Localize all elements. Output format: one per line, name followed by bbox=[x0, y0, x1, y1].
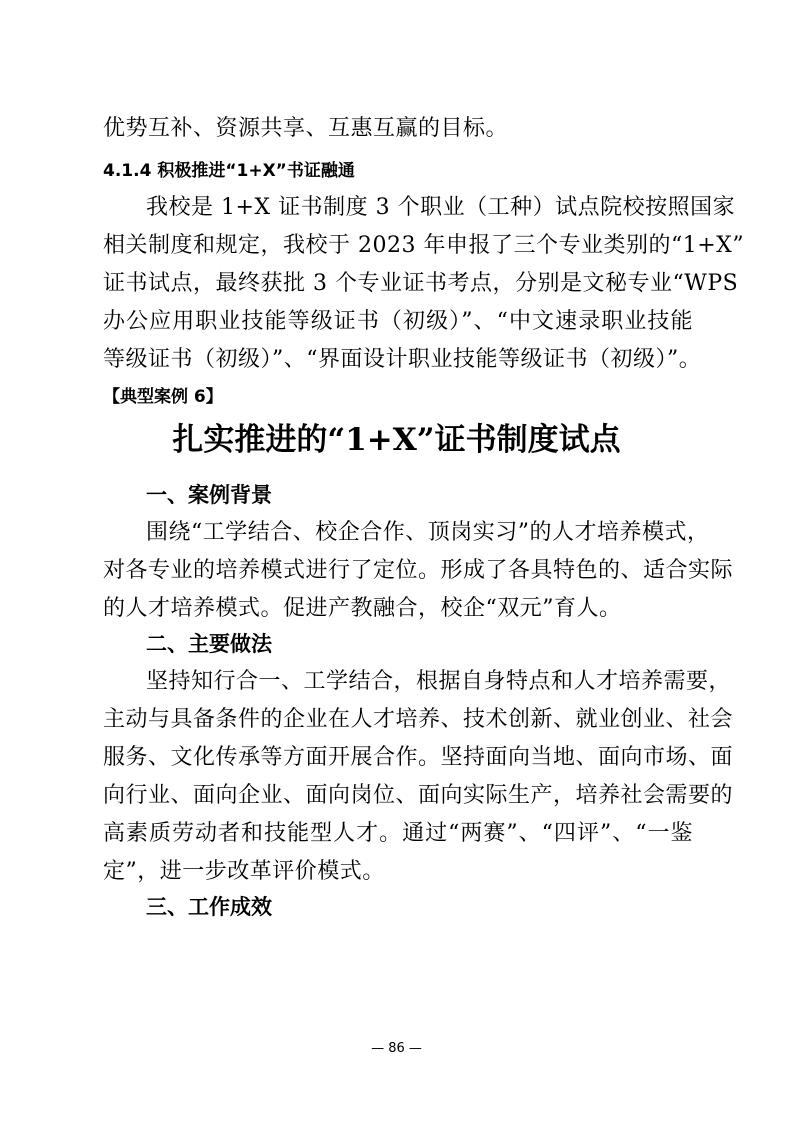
intro-line-2: 相关制度和规定，我校于 2023 年申报了三个专业类别的“1+X” bbox=[103, 233, 745, 258]
background-line-3: 的人才培养模式。促进产教融合，校企“双元”育人。 bbox=[103, 596, 622, 621]
approach-line-2: 主动与具备条件的企业在人才培养、技术创新、就业创业、社会 bbox=[103, 707, 734, 732]
continuation-line: 优势互补、资源共享、互惠互赢的目标。 bbox=[103, 116, 509, 141]
approach-line-5: 高素质劳动者和技能型人才。通过“两赛”、“四评”、“一鉴 bbox=[103, 821, 693, 846]
intro-line-3: 证书试点，最终获批 3 个专业证书考点，分别是文秘专业“WPS bbox=[103, 271, 739, 296]
section-heading-approach: 二、主要做法 bbox=[146, 632, 272, 656]
approach-line-4: 向行业、面向企业、面向岗位、面向实际生产，培养社会需要的 bbox=[103, 783, 734, 808]
approach-line-3: 服务、文化传承等方面开展合作。坚持面向当地、面向市场、面 bbox=[103, 745, 734, 770]
approach-line-1: 坚持知行合一、工学结合，根据自身特点和人才培养需要， bbox=[146, 669, 732, 694]
intro-line-4: 办公应用职业技能等级证书（初级）”、“中文速录职业技能 bbox=[103, 309, 693, 334]
section-heading-background: 一、案例背景 bbox=[146, 483, 272, 507]
intro-line-1: 我校是 1+X 证书制度 3 个职业（工种）试点院校按照国家 bbox=[146, 195, 736, 220]
approach-line-6: 定”，进一步改革评价模式。 bbox=[103, 859, 385, 884]
page-number: — 86 — bbox=[371, 1041, 422, 1056]
background-line-1: 围绕“工学结合、校企合作、顶岗实习”的人才培养模式， bbox=[146, 520, 710, 545]
subsection-heading: 4.1.4 积极推进“1+X”书证融通 bbox=[103, 161, 355, 181]
intro-line-5: 等级证书（初级）”、“界面设计职业技能等级证书（初级）”。 bbox=[103, 347, 702, 372]
case-label: 【典型案例 6】 bbox=[103, 387, 223, 407]
case-title: 扎实推进的“1+X”证书制度试点 bbox=[172, 422, 621, 458]
section-heading-results: 三、工作成效 bbox=[146, 895, 272, 919]
background-line-2: 对各专业的培养模式进行了定位。形成了各具特色的、适合实际 bbox=[103, 558, 734, 583]
